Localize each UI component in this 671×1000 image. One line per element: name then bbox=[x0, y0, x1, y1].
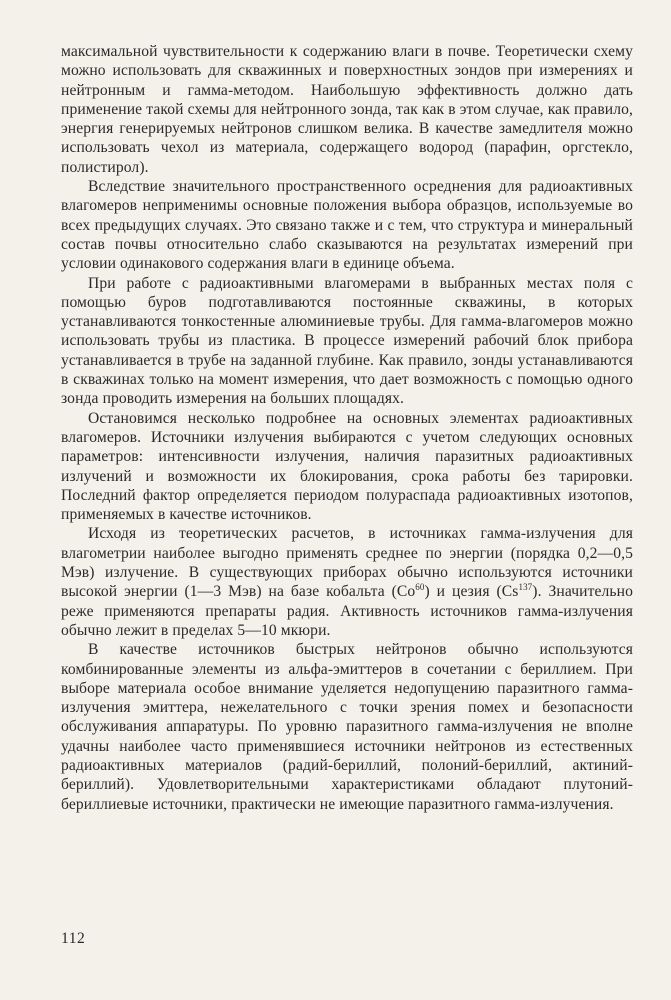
isotope-superscript: 137 bbox=[518, 582, 533, 593]
paragraph: В качестве источников быстрых нейтронов обычно используются комбинированные элементы из альфа-эмиттеров в сочетании с бериллием. При выборе материала особое внимание уделяется недопущению паразитного гамма-излучения эмиттера, нежелательного с точки зрения помех и безопасности обслуживания аппаратуры. По уровню паразитного гамма-излучения не вполне удачны наиболее часто применявшиеся источники нейтронов из естественных радиоактивных материалов (радий-бериллий, полоний-бериллий, актиний-бериллий). Удовлетворительными характеристиками обладают плутоний-бериллиевые источники, практически не имеющие паразитного гамма-излучения. bbox=[61, 641, 633, 813]
body-text bbox=[61, 42, 633, 814]
paragraph: Вследствие значительного пространственного осреднения для радиоактивных влагомеров неприменимы основные положения выбора образцов, используемые во всех предыдущих случаях. Это связано также и с тем, что структура и минеральный состав почвы относительно слабо сказываются на результатах измерений при условии одинакового содержания влаги в единице объема. bbox=[61, 178, 633, 273]
paragraph: Остановимся несколько подробнее на основных элементах радиоактивных влагомеров. Источники излучения выбираются с учетом следующих основных параметров: интенсивности излучения, наличия паразитных радиоактивных излучений и возможности их блокирования, срока работы без тарировки. Последний фактор определяется периодом полураспада радиоактивных изотопов, применяемых в качестве источников. bbox=[61, 409, 633, 524]
text-fragment: ) и цезия (Cs bbox=[424, 583, 519, 601]
text-fragment: ). Значительно реже применяются препараты радия. Активность источников гамма-излучения обычно лежит в пределах 5—10 мкюри. bbox=[61, 583, 633, 639]
paragraph-gamma-sources bbox=[61, 524, 633, 640]
isotope-superscript: 60 bbox=[415, 582, 425, 593]
paragraph-continued: максимальной чувствительности к содержанию влаги в почве. Теоретически схему можно использовать для скважинных и поверхностных зондов при измерениях и нейтронным и гамма-методом. Наибольшую эффективность должно дать применение такой схемы для нейтронного зонда, так как в этом случае, как правило, энергия генерируемых нейтронов слишком велика. В качестве замедлителя можно использовать чехол из материала, содержащего водород (парафин, оргстекло, полистирол). bbox=[61, 43, 633, 176]
page-number: 112 bbox=[61, 930, 86, 947]
text-fragment: Исходя из теоретических расчетов, в источниках гамма-излучения для влагометрии наиболее выгодно применять среднее по энергии (порядка 0,2—0,5 Мэв) излучение. В существующих приборах обычно используются источники высокой энергии (1—3 Мэв) на базе кобальта (Co bbox=[61, 525, 633, 601]
paragraph: При работе с радиоактивными влагомерами в выбранных местах поля с помощью буров подготавливаются постоянные скважины, в которых устанавливаются тонкостенные алюминиевые трубы. Для гамма-влагомеров можно использовать трубы из пластика. В процессе измерений рабочий блок прибора устанавливается в трубе на заданной глубине. Как правило, зонды устанавливаются в скважинах только на момент измерения, что дает возможность с помощью одного зонда проводить измерения на больших площадях. bbox=[61, 274, 633, 408]
